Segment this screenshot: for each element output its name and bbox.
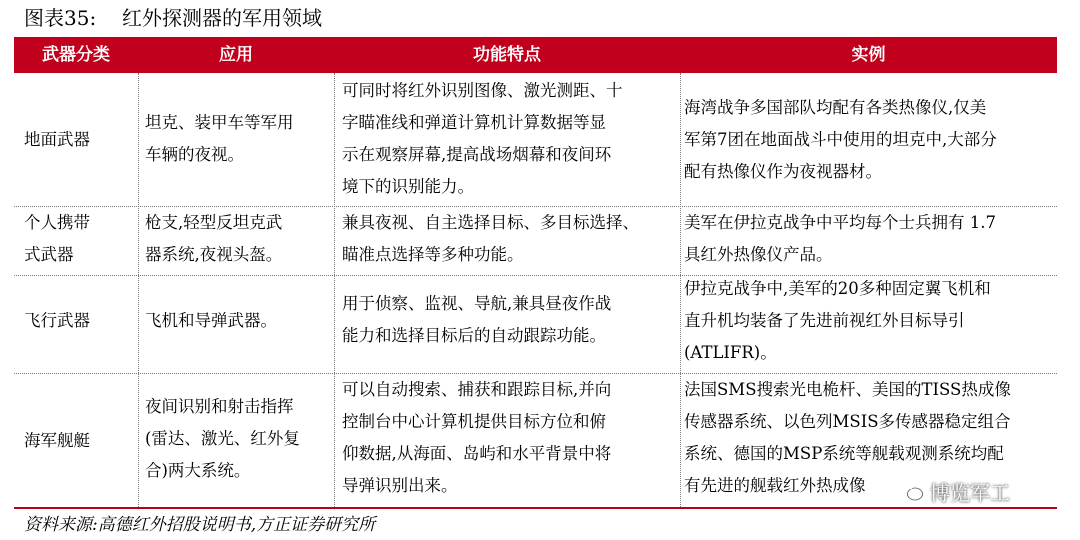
application-line: 器系统,夜视头盔。: [145, 245, 283, 264]
examples-line: 系统、德国的MSP系统等舰载观测系统均配: [684, 444, 1004, 463]
examples-cell: [684, 92, 997, 188]
features-line: 可以自动搜索、捕获和跟踪目标,并向: [342, 380, 612, 399]
category-line: 飞行武器: [24, 311, 90, 330]
table-row: [14, 275, 1057, 373]
features-line: 导弹识别出来。: [342, 476, 458, 495]
application-line: 飞机和导弹武器。: [145, 311, 277, 330]
category-line: 海军舰艇: [24, 431, 90, 450]
application-cell: [145, 391, 300, 487]
application-line: 坦克、装甲车等军用: [145, 113, 294, 132]
application-line: 夜间识别和射击指挥: [145, 397, 294, 416]
features-cell: [342, 288, 611, 352]
features-line: 示在观察屏幕,提高战场烟幕和夜间环: [342, 145, 612, 164]
application-line: 合)两大系统。: [145, 461, 251, 480]
features-cell: [342, 75, 623, 203]
application-line: (雷达、激光、红外复: [145, 429, 300, 448]
category-line: 式武器: [24, 245, 74, 264]
category-line: 地面武器: [24, 130, 90, 149]
wechat-icon: [898, 480, 924, 502]
category-line: 个人携带: [24, 213, 90, 232]
examples-line: 直升机均装备了先进前视红外目标导引: [684, 311, 965, 330]
examples-line: 美军在伊拉克战争中平均每个士兵拥有 1.7: [684, 213, 996, 232]
examples-cell: [684, 207, 996, 271]
table-row: [14, 206, 1057, 275]
watermark: [898, 476, 1010, 506]
application-cell: [145, 107, 294, 171]
features-line: 字瞄准线和弹道计算机计算数据等显: [342, 113, 606, 132]
table-row: [14, 73, 1057, 206]
features-line: 控制台中心计算机提供目标方位和俯: [342, 412, 606, 431]
header-examples: 实例: [851, 45, 886, 65]
examples-line: (ATLIFR)。: [684, 343, 777, 362]
features-line: 可同时将红外识别图像、激光测距、十: [342, 81, 623, 100]
category-cell: [24, 207, 90, 271]
table-header: [14, 37, 1057, 73]
examples-line: 伊拉克战争中,美军的20多种固定翼飞机和: [684, 279, 991, 298]
examples-line: 传感器系统、以色列MSIS多传感器稳定组合: [684, 412, 1011, 431]
examples-line: 配有热像仪作为夜视器材。: [684, 162, 882, 181]
features-line: 用于侦察、监视、导航,兼具昼夜作战: [342, 294, 612, 313]
category-cell: [24, 305, 90, 337]
watermark-text: 博览军工: [930, 480, 1010, 505]
features-line: 境下的识别能力。: [342, 177, 474, 196]
features-cell: [342, 374, 611, 502]
application-line: 车辆的夜视。: [145, 145, 244, 164]
examples-line: 有先进的舰载红外热成像: [684, 476, 866, 495]
military-applications-table: [14, 37, 1057, 509]
features-line: 能力和选择目标后的自动跟踪功能。: [342, 326, 606, 345]
features-cell: [342, 207, 639, 271]
figure-label: 图表35:: [24, 6, 97, 30]
examples-line: 法国SMS搜索光电桅杆、美国的TISS热成像: [684, 380, 1011, 399]
examples-line: 海湾战争多国部队均配有各类热像仪,仅美: [684, 98, 987, 117]
examples-cell: [684, 273, 991, 369]
category-cell: [24, 425, 90, 457]
examples-line: 军第7团在地面战斗中使用的坦克中,大部分: [684, 130, 997, 149]
header-category: 武器分类: [42, 45, 110, 65]
features-line: 瞄准点选择等多种功能。: [342, 245, 524, 264]
header-features: 功能特点: [473, 45, 541, 65]
source-note: 资料来源:高德红外招股说明书,方正证券研究所: [24, 515, 376, 535]
category-cell: [24, 124, 90, 156]
examples-line: 具红外热像仪产品。: [684, 245, 833, 264]
header-application: 应用: [219, 45, 253, 65]
features-line: 兼具夜视、自主选择目标、多目标选择、: [342, 213, 639, 232]
application-cell: [145, 305, 277, 337]
figure-title: [24, 4, 322, 32]
application-cell: [145, 207, 282, 271]
figure-title-text: 红外探测器的军用领域: [122, 6, 322, 30]
features-line: 仰数据,从海面、岛屿和水平背景中将: [342, 444, 612, 463]
application-line: 枪支,轻型反坦克武: [145, 213, 283, 232]
